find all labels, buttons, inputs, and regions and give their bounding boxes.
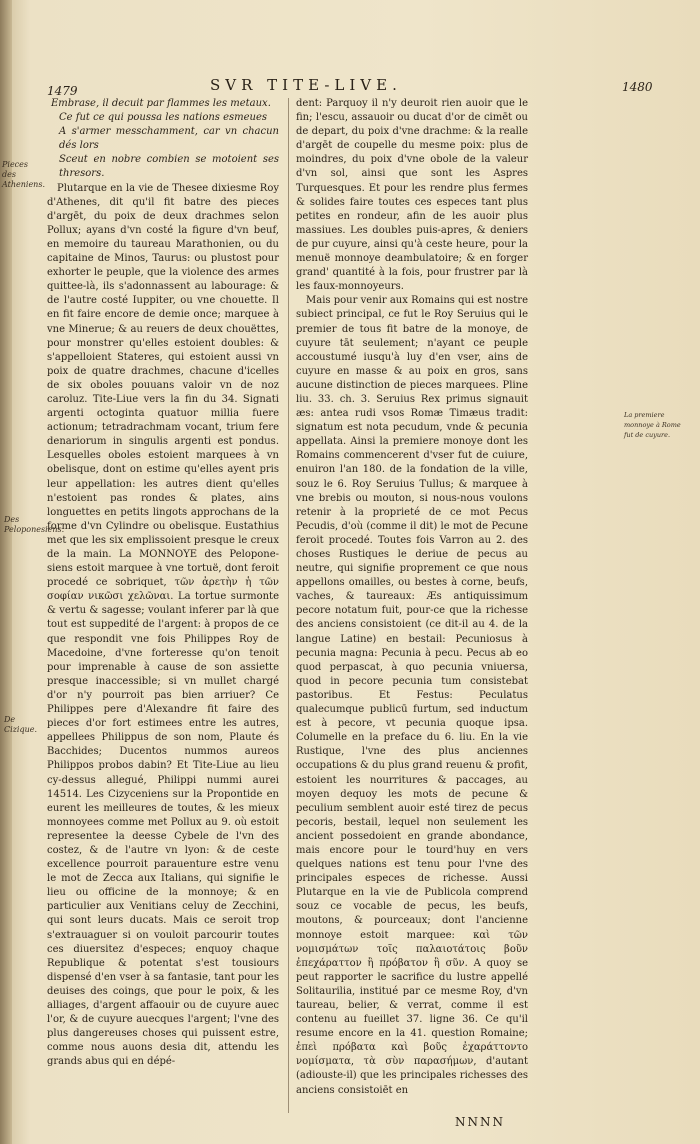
page-number-left: 1479	[47, 84, 78, 98]
body-paragraph: Mais pour venir aux Romains qui est nostre subiect principal, ce fut le Roy Seruius qui le premier de tous fit batre de la monoye, de cuyure tāt seulement; n'ayant ce peuple accoustumé iusqu'à luy d'en vser, ains de cuyure en masse & au poix en gros, sans aucune distinction de pieces marquees. Pline liu. 33. ch. 3. Seruius Rex primus signauit æs: antea rudi vsos Romæ Timæus tradit: signatum est nota pecudum, vnde & pecunia appellata. Ainsi la premiere monoye dont les Romains commencerent d'vser fut de cuiure, enuiron l'an 180. de la fondation de la ville, souz le 6. Roy Seruius Tullus; & marquee à vne brebis ou mouton, si nous-nous voulons retenir à la proprieté de ce mot Pecus Pecudis, d'où (comme il dit) le mot de Pecune feroit procedé. Toutes fois Varron au 2. des choses Rustiques le deriue de pecus au neutre, qui signifie proprement ce que nous appellons omailles, ou bestes à corne, beufs, vaches, & taureaux: Æs antiquissimum pecore notatum fuit, pour-ce que la richesse des anciens consistoient (ce dit-il au 4. de la langue Latine) en bestail: Pecuniosus à pecunia magna: Pecunia à pecu. Pecus ab eo quod perpascat, à quo pecunia vniuersa, quod in pecore pecunia tum consistebat pastoribus. Et Festus: Peculatus qualecumque publicū furtum, sed inductum est à pecore, vt pecunia quoque ipsa. Columelle en la preface du 6. liu. En la vie Rustique, l'vne des plus anciennes occupations & du plus grand reuenu & profit, estoient les nourritures & paccages, au moyen dequoy les mots de pecune & peculium semblent auoir esté tirez de pecus pecoris, bestail, lequel non seulement les ancient possedoient en grande abondance, mais encore pour le tourd'huy en vers quelques nations est tenu pour l'vne des principales especes de richesse. Aussi Plutarque en la vie de Publicola comprend souz ce vocable de pecus, les beufs, moutons, & pourceaux; dont l'ancienne monnoye estoit marquee: καὶ τῶν νομισμάτων τοῖς παλαιοτάτοις βοῦν ἐπεχάραττον ἢ πρόβατον ἢ σῦν. A quoy se peut rapporter le sacrifice du lustre appellé Solitaurilia, institué par ce mesme Roy, d'vn taureau, belier, & verrat, comme il est contenu au fueillet 37. ligne 36. Ce qu'il resume encore en la 41. question Romaine; ἐπεὶ πρόβατα καὶ βοῦς ἐχαράττοντο νομίσματα, τὰ σὺν παρασήμων, d'autant (adiouste-il) que les principales richesses des anciens consistoiēt en	[296, 295, 528, 1096]
signature-mark: NNNN	[455, 1115, 505, 1129]
margin-note-text: La premiere monnoye à Rome fut de cuyure.	[624, 411, 681, 439]
verse-line: Ce fut ce qui poussa les nations esmeues	[59, 112, 268, 124]
margin-note-cizique: De Cizique.	[4, 715, 38, 734]
verse-line: A s'armer messchamment, car vn chacun dés lors	[59, 126, 279, 152]
right-column	[296, 97, 528, 1098]
verse-line: Embrase, il decuit par flammes les metaux.	[51, 98, 271, 109]
page-number-right: 1480	[622, 80, 653, 94]
running-title: SVR TITE-LIVE.	[210, 76, 402, 94]
verse-line: Sceut en nobre combien se motoient ses thresors.	[59, 154, 279, 180]
column-divider	[288, 98, 289, 1113]
body-paragraph: Plutarque en la vie de Thesee dixiesme Roy d'Athenes, dit qu'il fit batre des pieces d'argēt, du poix de deux drachmes selon Pollux; ayans d'vn costé la figure d'vn beuf, en memoire du taureau Marathonien, ou du capitaine de Minos, Taurus: ou plustost pour exhorter le peuple, que la violence des armes quittee-là, ils s'adonnassent au labourage: & de l'autre costé Iuppiter, ou vne chouette. Il en fit faire encore de demie once; marquee à vne Minerue; & au reuers de deux chouëttes, pour monstrer qu'elles estoient doubles: & s'appelloient Stateres, qui estoient aussi vn poix de quatre drachmes, chacune d'icelles de six oboles pouuans valoir vn de noz caroluz. Tite-Liue vers la fin du 34. Signati argenti octoginta quatuor millia fuere actionum; tetradrachmam vocant, trium fere denariorum in singulis argenti est pondus. Lesquelles oboles estoient marquees à vn obelisque, dont on estime qu'elles ayent pris leur appellation: les autres dient qu'elles n'estoient pas rondes & plates, ains longuettes en petits lingots approchans de la forme d'vn Cylindre ou obelisque. Eustathius met que les six emplissoient presque le creux de la main. La MONNOYE des Pelopone-siens estoit marquee à vne tortuë, dont feroit procedé ce sobriquet, τῶν ἀρετὴν ἡ τῶν σοφίαν νικῶσι χελῶναι. La tortue surmonte & vertu & sagesse; voulant inferer par là que tout est suppedité de l'argent: à propos de ce que respondit vne fois Philippes Roy de Macedoine, d'vne forteresse qu'on tenoit pour imprenable à cause de son assiette presque inaccessible; si vn mullet chargé d'or n'y pourroit pas bien arriuer? Ce Philippes pere d'Alexandre fit faire des pieces d'or fort estimees entre les autres, appellees Philippus de son nom, Plaute és Bacchides; Ducentos nummos aureos Philippos probos dabin? Et Tite-Liue au lieu cy-dessus allegué, Philippi nummi aurei 14514. Les Cizyceniens sur la Propontide en eurent les meilleures de toutes, & les mieux monnoyees comme met Pollux au 9. où estoit representee la deesse Cybele de l'vn des costez, & de l'autre vn lyon: & de ceste excellence pourroit parauenture estre venu le mot de Zecca aux Italians, qui signifie le lieu ou officine de la monnoye; & en particulier aux Venitians celuy de Zecchini, qui sont leurs ducats. Mais ce seroit trop s'extrauaguer si on vouloit parcourir toutes ces diuersitez d'especes; enquoy chaque Republique & potentat s'est tousiours dispensé d'en vser à sa fantasie, tant pour les deuises des coings, que pour le poix, & les alliages, d'argent affaouir ou de cuyure auec l'or, & de cuyure auecques l'argent; l'vne des plus dangereuses choses qui puissent estre, comme nous auons desia dit, attendu les grands abus qui en dépé-	[47, 182, 279, 1068]
margin-note-peloponesiens: Des Peloponesiens.	[4, 515, 65, 534]
margin-note-premiere-monnoye	[538, 410, 688, 440]
margin-note-pieces-atheniens: Pieces des Atheniens.	[2, 160, 45, 189]
body-paragraph: dent: Parquoy il n'y deuroit rien auoir que le fin; l'escu, assauoir ou ducat d'or de cimēt ou de depart, du poix d'vne drachme: & la realle d'argēt de coupelle du mesme poix: plus de moindres, du poix d'vne obole de la valeur d'vn sol, ainsi que sont les Aspres Turquesques. Et pour les rendre plus fermes & solides faire toutes ces especes tant plus petites en rondeur, afin de les auoir plus massiues. Les doubles puis-apres, & deniers de pur cuyure, ainsi qu'à ceste heure, pour la menuë monnoye deambulatoire; & en forger grand' quantité à la fois, pour frustrer par là les faux-monnoyeurs.	[296, 98, 528, 293]
left-column	[47, 97, 279, 1069]
